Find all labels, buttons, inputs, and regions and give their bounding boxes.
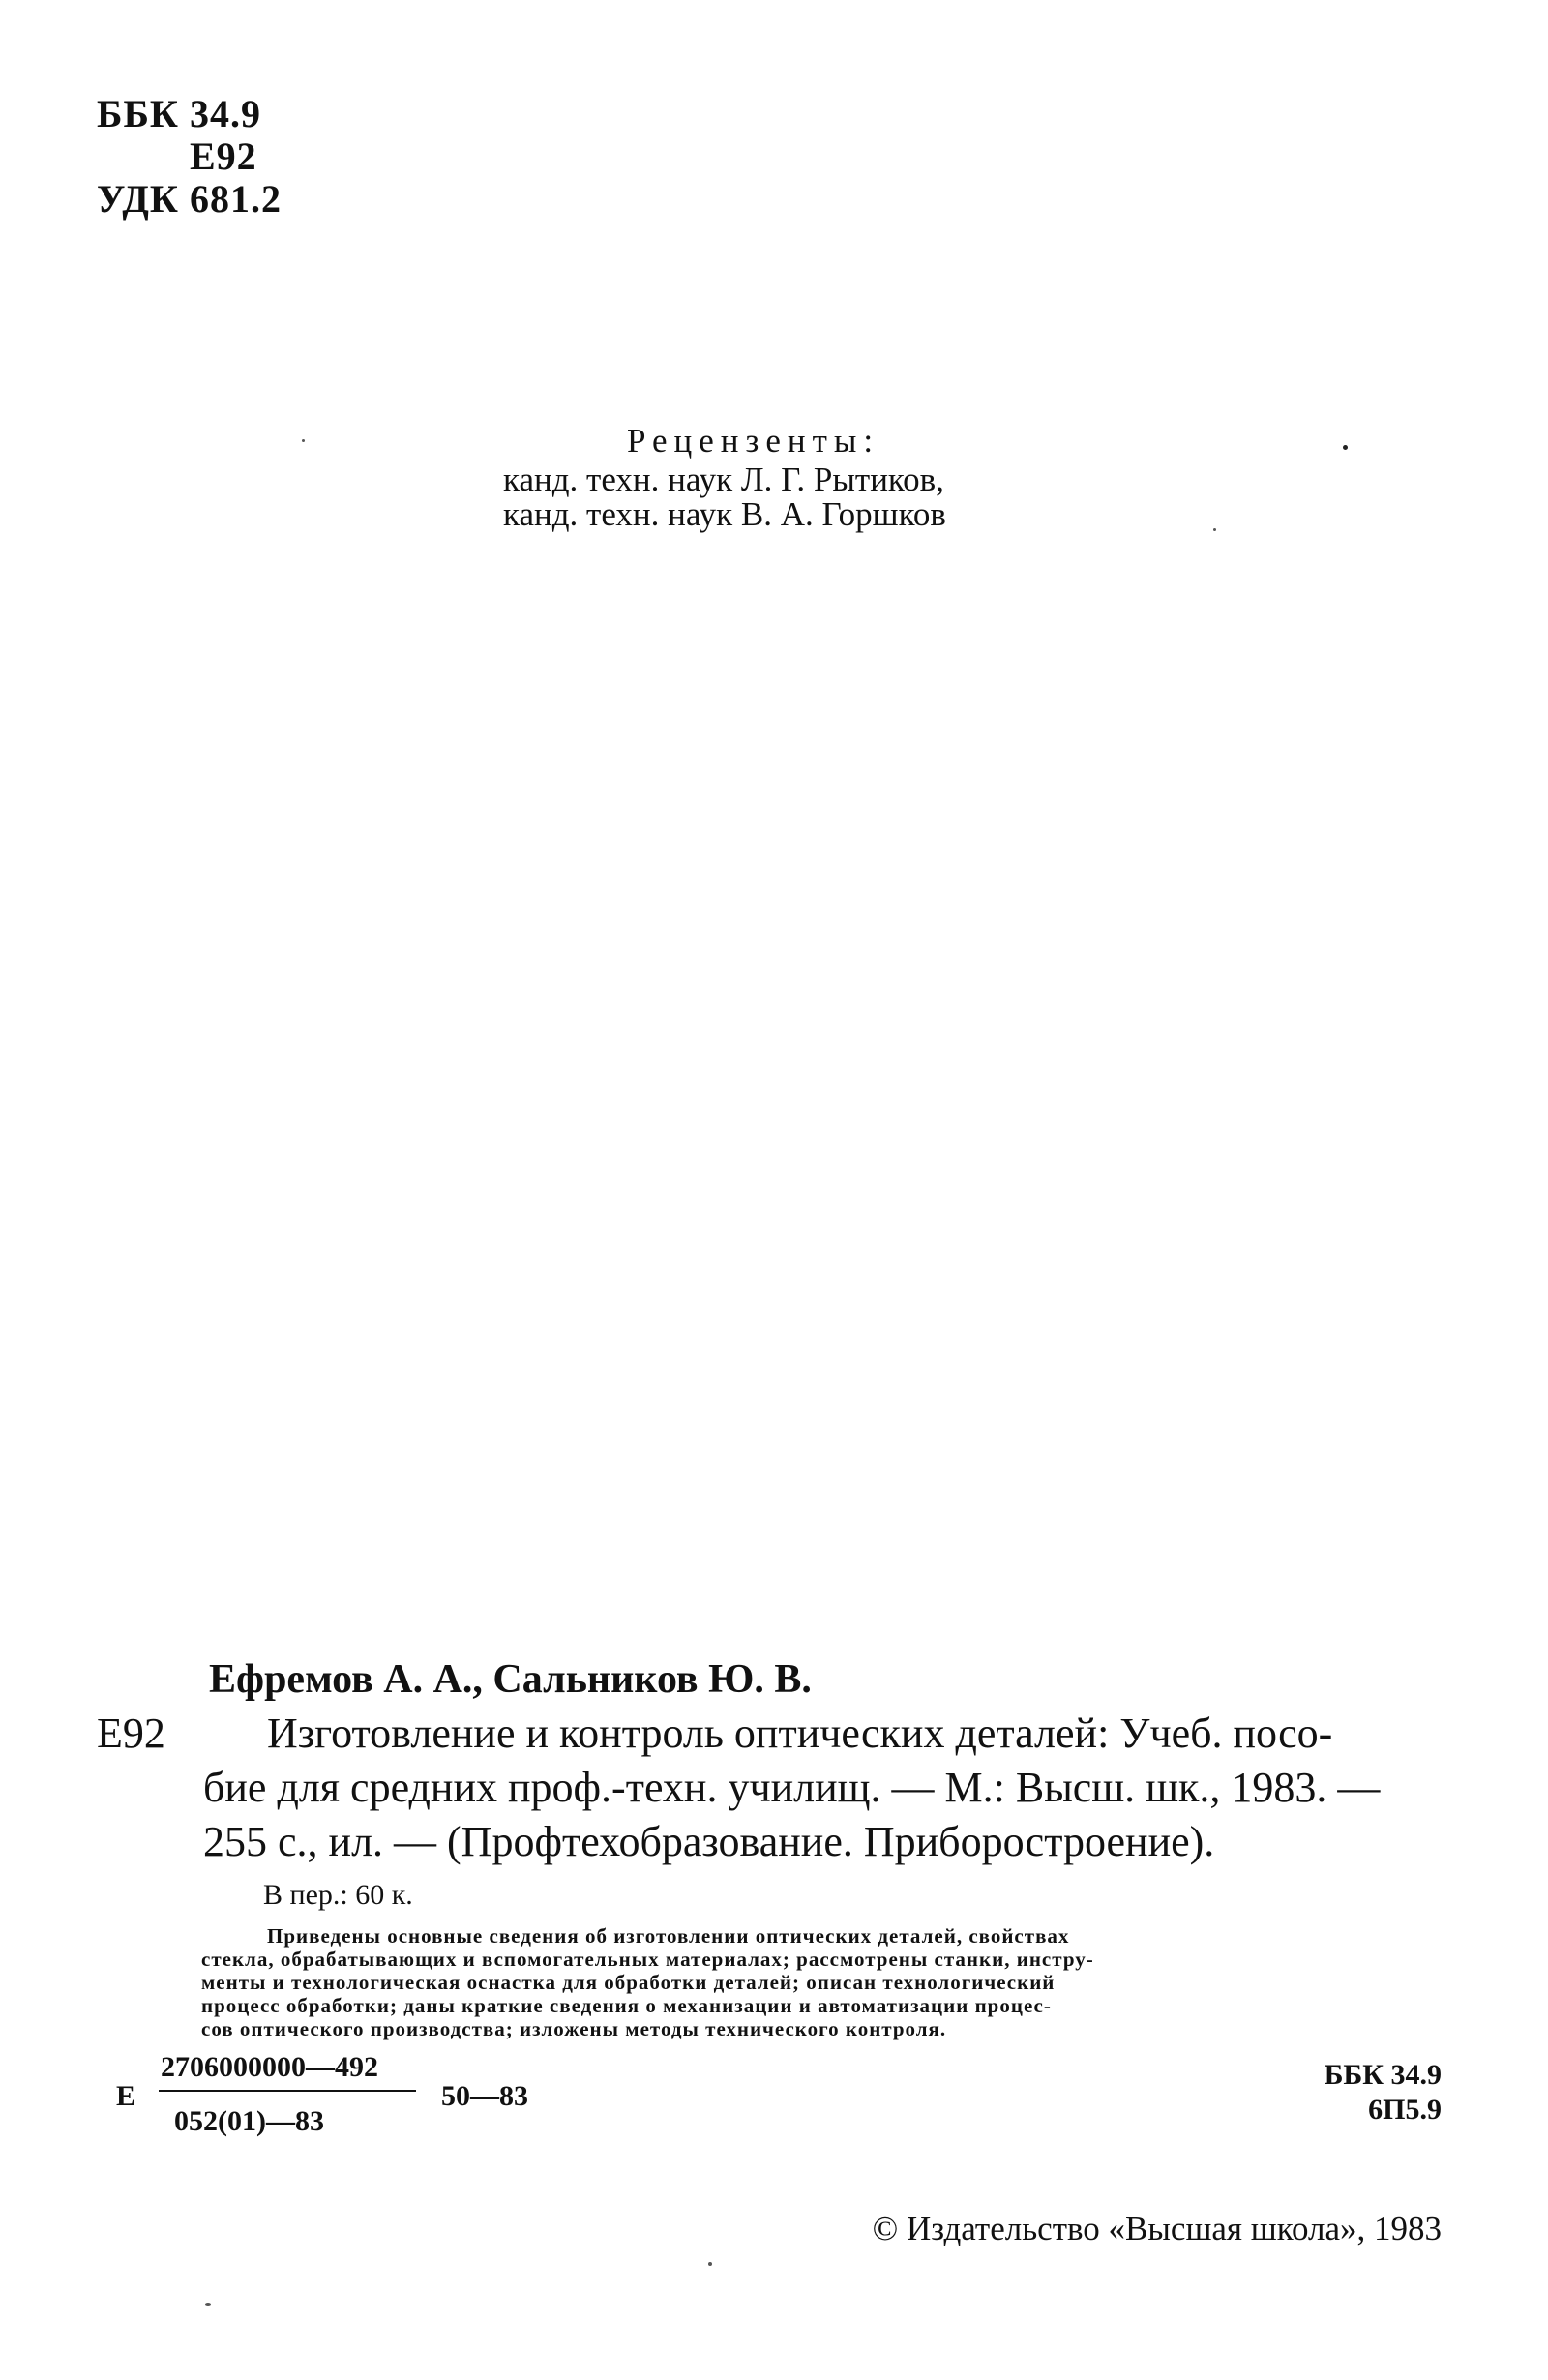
abstract-line-4: процесс обработки; даны краткие сведения о механизации и автоматизации процес- <box>201 1994 1052 2017</box>
udk-label: УДК <box>97 177 179 221</box>
scan-speck <box>1213 528 1216 531</box>
scan-speck <box>1343 445 1348 450</box>
imprint-bbk: ББК 34.9 <box>1324 2059 1442 2091</box>
reviewer-line-2: канд. техн. наук В. А. Горшков <box>503 495 946 533</box>
catalog-description-line-2: бие для средних проф.-техн. училищ. — М.: Высш. шк., 1983. — <box>203 1764 1381 1811</box>
catalog-price: В пер.: 60 к. <box>263 1879 413 1911</box>
abstract-line-5: сов оптического производства; изложены методы технического контроля. <box>201 2017 947 2040</box>
imprint-letter: Е <box>116 2080 136 2112</box>
bbk-label: ББК <box>97 92 179 135</box>
udk-value: 681.2 <box>190 177 282 221</box>
imprint-order: 50—83 <box>441 2080 528 2112</box>
imprint-bbk-code: 6П5.9 <box>1368 2094 1442 2126</box>
catalog-description-line-3: 255 с., ил. — (Профтехобразование. Приборостроение). <box>203 1818 1215 1865</box>
abstract-line-1: Приведены основные сведения об изготовлении оптических деталей, свойствах <box>267 1924 1070 1948</box>
catalog-mark: Е92 <box>97 1710 165 1757</box>
scan-speck <box>302 439 305 442</box>
catalog-authors: Ефремов А. А., Сальников Ю. В. <box>209 1657 812 1702</box>
imprint-fraction-bar <box>159 2090 416 2092</box>
udk-row <box>97 178 282 221</box>
imprint-denominator: 052(01)—83 <box>174 2105 324 2137</box>
author-mark: Е92 <box>190 134 257 178</box>
reviewers-title: Рецензенты: <box>627 422 880 460</box>
abstract-line-3: менты и технологическая оснастка для обработки деталей; описан технологический <box>201 1971 1056 1994</box>
scan-speck <box>708 2262 712 2266</box>
abstract-line-2: стекла, обрабатывающих и вспомогательных материалах; рассмотрены станки, инстру- <box>201 1948 1094 1971</box>
bbk-value: 34.9 <box>190 92 261 135</box>
scan-speck <box>205 2303 211 2306</box>
catalog-description-line-1: Изготовление и контроль оптических деталей: Учеб. посо- <box>267 1710 1333 1757</box>
reviewer-line-1: канд. техн. наук Л. Г. Рытиков, <box>503 461 944 498</box>
imprint-numerator: 2706000000—492 <box>161 2051 378 2083</box>
author-mark-row <box>97 135 282 178</box>
classification-block <box>97 93 282 221</box>
copyright-line: © Издательство «Высшая школа», 1983 <box>872 2210 1442 2247</box>
bbk-row <box>97 93 282 135</box>
